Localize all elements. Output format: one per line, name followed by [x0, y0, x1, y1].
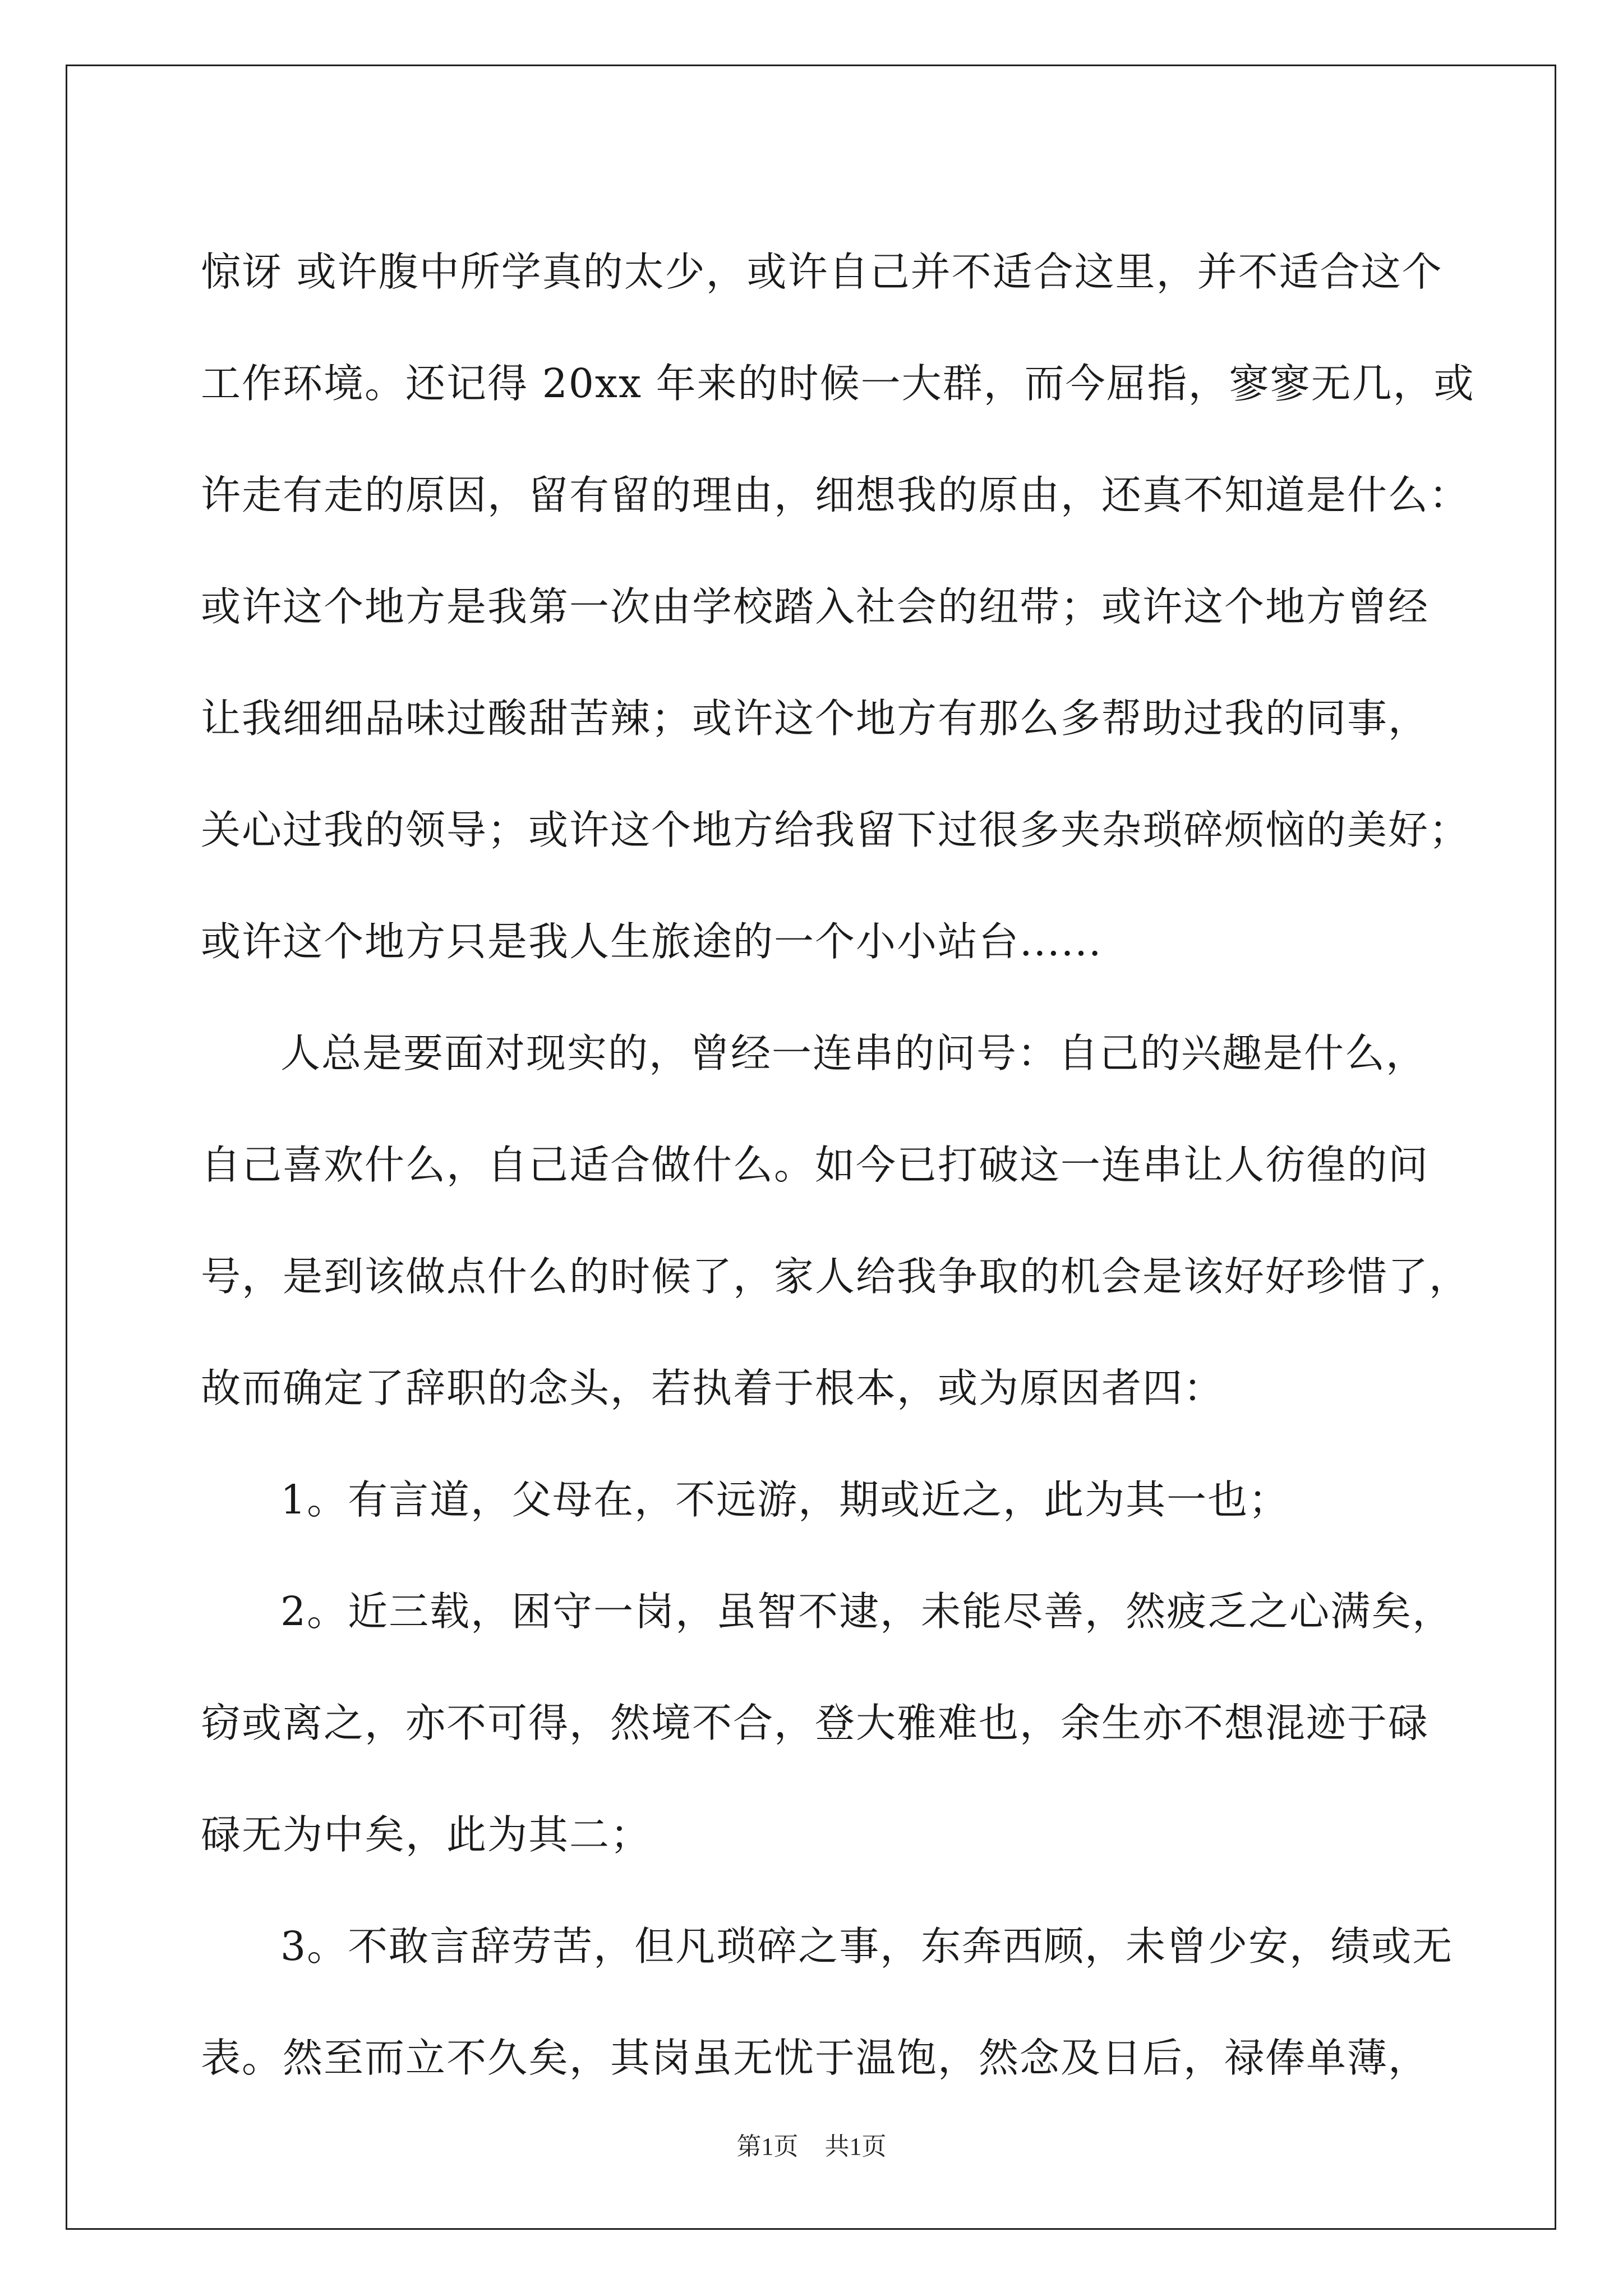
text-line: 让我细细品味过酸甜苦辣；或许这个地方有那么多帮助过我的同事， [201, 695, 1430, 742]
text-line: 自己喜欢什么，自己适合做什么。如今已打破这一连串让人彷徨的问 [201, 1142, 1430, 1188]
paragraph-start-line: 人总是要面对现实的，曾经一连串的问号：自己的兴趣是什么， [280, 1030, 1427, 1076]
text-line: 工作环境。还记得 20xx 年来的时候一大群，而今屈指，寥寥无几，或 [201, 360, 1475, 407]
text-line: 号，是到该做点什么的时候了，家人给我争取的机会是该好好珍惜了， [201, 1253, 1470, 1300]
text-line: 表。然至而立不久矣，其岗虽无忧于温饱，然念及日后，禄俸单薄， [201, 2035, 1430, 2081]
page-footer [0, 2126, 1623, 2162]
text-line: 故而确定了辞职的念头，若执着于根本，或为原因者四： [201, 1365, 1225, 1411]
page-number-total: 共1页 [824, 2133, 887, 2160]
list-item-2: 2。近三载，困守一岗，虽智不逮，未能尽善，然疲乏之心满矣， [280, 1588, 1454, 1635]
text-line: 碌无为中矣，此为其二； [201, 1811, 652, 1858]
text-line: 惊讶 或许腹中所学真的太少，或许自己并不适合这里，并不适合这个 [201, 249, 1443, 295]
list-item-3: 3。不敢言辞劳苦，但凡琐碎之事，东奔西顾，未曾少安，绩或无 [280, 1923, 1454, 1970]
text-line: 许走有走的原因，留有留的理由，细想我的原由，还真不知道是什么： [201, 472, 1470, 518]
text-line: 窃或离之，亦不可得，然境不合，登大雅难也，余生亦不想混迹于碌 [201, 1700, 1430, 1746]
document-body [201, 216, 1475, 2114]
text-line: 或许这个地方只是我人生旅途的一个小小站台...... [201, 918, 1103, 965]
list-item-1: 1。有言道，父母在，不远游，期或近之，此为其一也； [280, 1476, 1290, 1523]
text-line: 关心过我的领导；或许这个地方给我留下过很多夹杂琐碎烦恼的美好； [201, 807, 1470, 853]
text-line: 或许这个地方是我第一次由学校踏入社会的纽带；或许这个地方曾经 [201, 583, 1430, 630]
page-number-current: 第1页 [736, 2133, 799, 2160]
